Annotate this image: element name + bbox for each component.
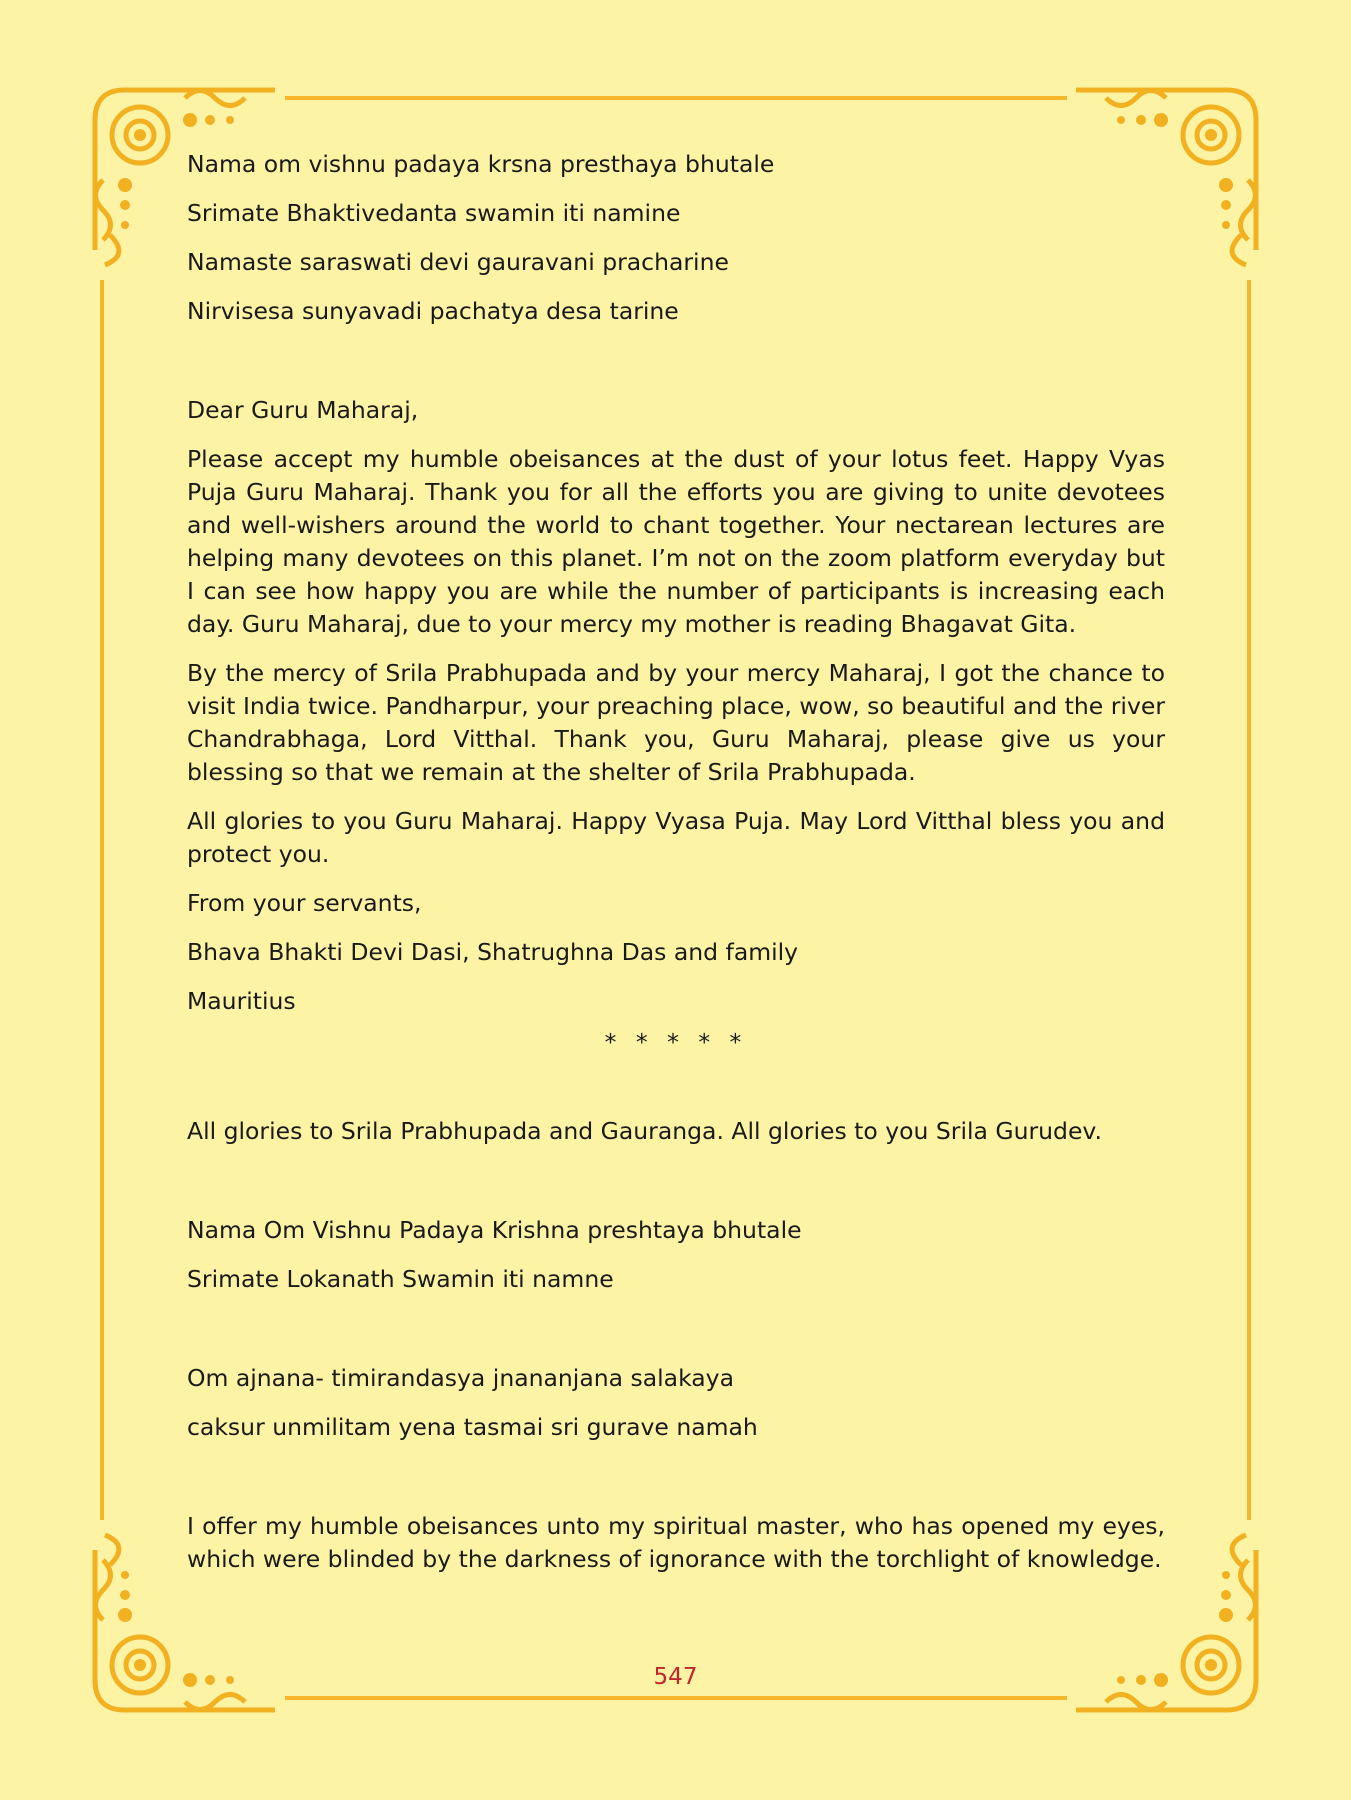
translation: I offer my humble obeisances unto my spiritual master, who has opened my eyes, which were blinded by the darkness of ignorance with the torchlight of knowledge.	[187, 1512, 1165, 1573]
location: Mauritius	[187, 987, 296, 1015]
mantra-line: Namaste saraswati devi gauravani pracharine	[187, 248, 729, 276]
verse-line: Om ajnana- timirandasya jnananjana salakaya	[187, 1364, 734, 1392]
mantra-line: Nama Om Vishnu Padaya Krishna preshtaya bhutale	[187, 1216, 802, 1244]
border-left	[100, 280, 104, 1520]
border-right	[1247, 280, 1251, 1520]
border-bottom	[285, 1696, 1067, 1700]
separator: * * * * *	[604, 1028, 748, 1056]
border-top	[285, 96, 1067, 100]
mantra-line: Nirvisesa sunyavadi pachatya desa tarine	[187, 297, 679, 325]
paragraph: All glories to you Guru Maharaj. Happy Vyasa Puja. May Lord Vitthal bless you and protect you.	[187, 807, 1165, 868]
salutation: Dear Guru Maharaj,	[187, 396, 419, 424]
signature: Bhava Bhakti Devi Dasi, Shatrughna Das and family	[187, 938, 799, 966]
paragraph: Please accept my humble obeisances at the dust of your lotus feet. Happy Vyas Puja Guru Maharaj. Thank you for all the efforts you are giving to unite devotees and well-wishers around the world to chant together. Your nectarean lectures are helping many devotees on this planet. I’m not on the zoom platform everyday but I can see how happy you are while the number of participants is increasing each day. Guru Maharaj, due to your mercy my mother is reading Bhagavat Gita.	[187, 445, 1165, 638]
closing: From your servants,	[187, 889, 422, 917]
opening-line: All glories to Srila Prabhupada and Gauranga. All glories to you Srila Gurudev.	[187, 1117, 1102, 1145]
mantra-line: Srimate Bhaktivedanta swamin iti namine	[187, 199, 681, 227]
page-number: 547	[653, 1664, 698, 1690]
page-content	[187, 148, 1165, 1576]
paragraph: By the mercy of Srila Prabhupada and by your mercy Maharaj, I got the chance to visit India twice. Pandharpur, your preaching place, wow, so beautiful and the river Chandrabhaga, Lord Vitthal. Thank you, Guru Maharaj, please give us your blessing so that we remain at the shelter of Srila Prabhupada.	[187, 659, 1165, 786]
mantra-line: Srimate Lokanath Swamin iti namne	[187, 1265, 614, 1293]
mantra-line: Nama om vishnu padaya krsna presthaya bhutale	[187, 150, 775, 178]
verse-line: caksur unmilitam yena tasmai sri gurave namah	[187, 1413, 758, 1441]
